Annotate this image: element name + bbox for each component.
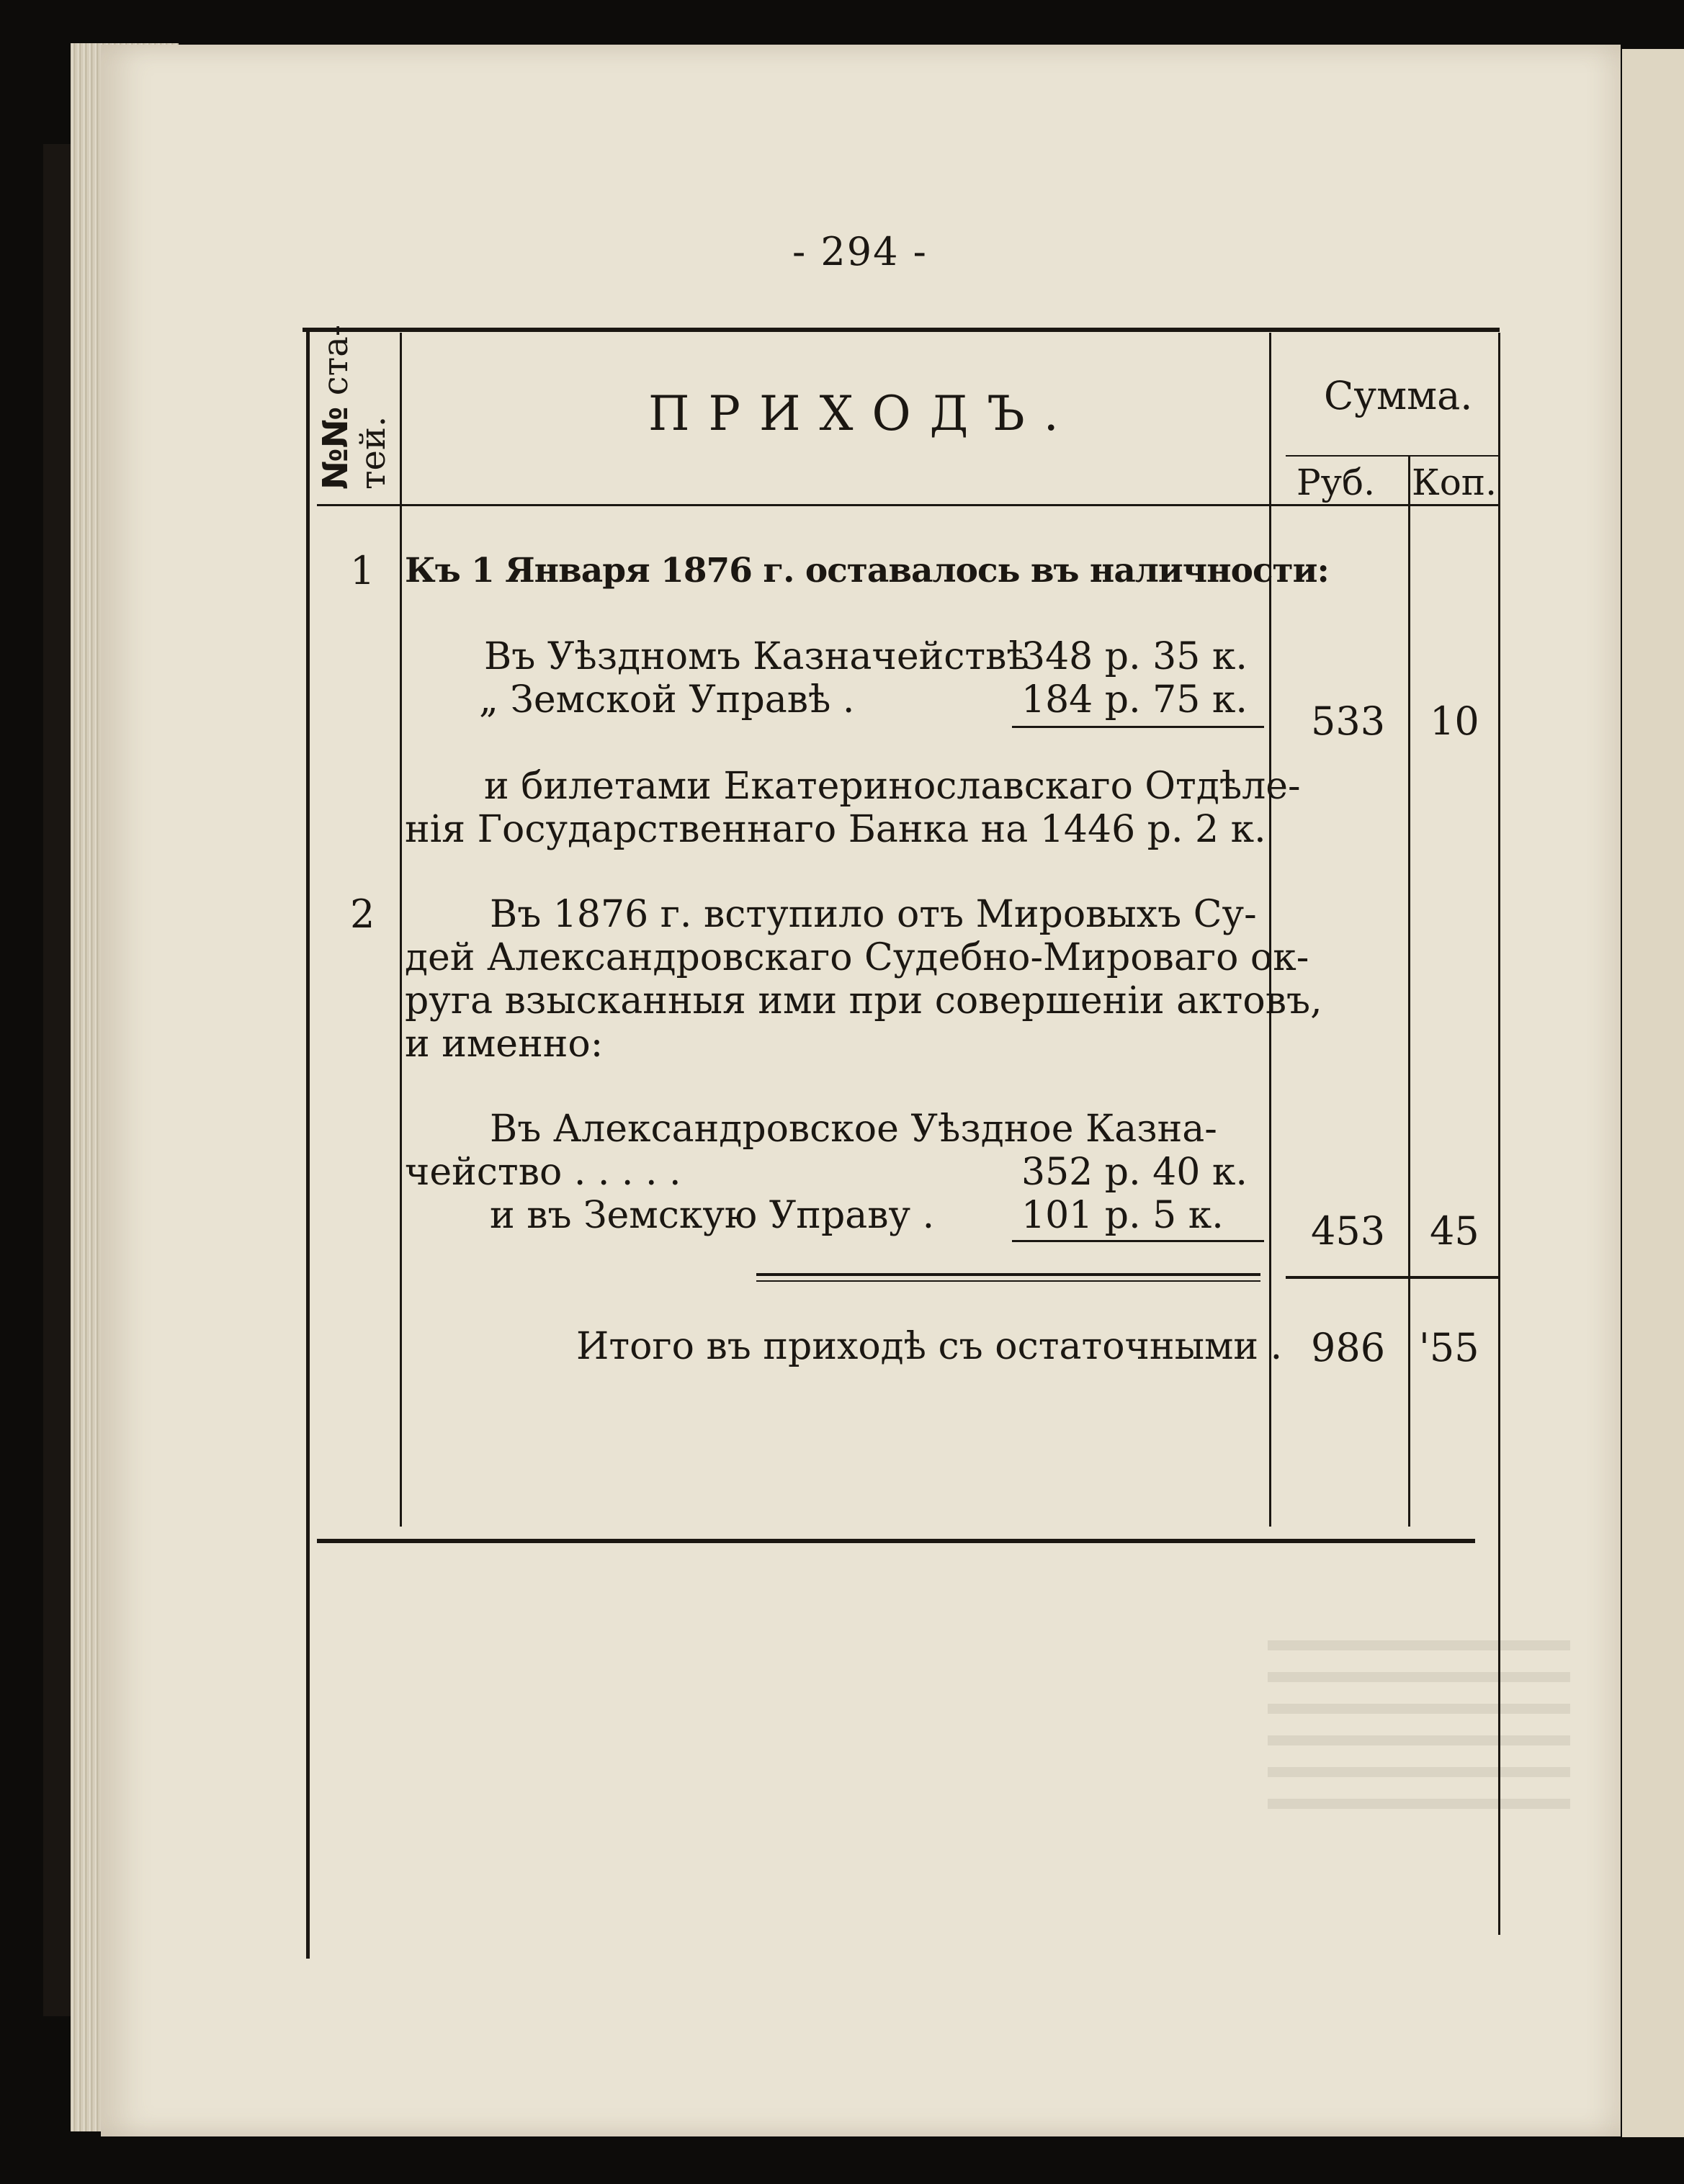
entry-text: дей Александровскаго Судебно-Мироваго ок- (405, 936, 1309, 979)
table-right-border (1498, 333, 1500, 1935)
entry-heading: Къ 1 Января 1876 г. оставалось въ наличности: (405, 551, 1329, 590)
kop-header: Коп. (1412, 462, 1497, 503)
entry-line-amount: 184 р. 75 к. (1021, 678, 1248, 722)
column-number-header (317, 325, 392, 490)
total-rule-sum (1286, 1276, 1500, 1279)
entry-line-name: „ Земской Управѣ . (479, 678, 855, 722)
entry-text: руга взысканныя ими при совершеніи актовъ, (405, 979, 1322, 1023)
kop-value: 10 (1430, 698, 1479, 744)
total-label: Итого въ приходѣ съ остаточными . (576, 1325, 1283, 1368)
entry-line-amount: 348 р. 35 к. (1021, 635, 1248, 678)
entry-number: 1 (350, 548, 375, 593)
total-rub-value: 986 (1311, 1325, 1386, 1370)
facing-page-edge (1622, 49, 1684, 2137)
rub-value: 453 (1311, 1208, 1386, 1254)
column-number-symbol: №№ (315, 406, 356, 490)
bleed-through-text (1268, 1629, 1570, 1830)
kop-value: 45 (1430, 1208, 1479, 1254)
total-kop-value: '55 (1419, 1325, 1479, 1370)
entry-number: 2 (350, 891, 375, 937)
page-number: - 294 - (792, 229, 928, 274)
entry-line-amount: 101 р. 5 к. (1021, 1194, 1224, 1237)
column-number-label-line1: ста- (315, 324, 356, 396)
entry-note: и билетами Екатеринославскаго Отдѣле- (484, 765, 1301, 808)
entry-line-name: Въ Александровское Уѣздное Казна- (490, 1107, 1217, 1151)
number-column-rule (400, 333, 402, 1527)
section-title: ПРИХОДЪ. (648, 386, 1078, 441)
rub-value: 533 (1311, 698, 1386, 744)
total-rule (756, 1273, 1260, 1276)
subtotal-underline (1012, 1240, 1264, 1242)
entry-line-name: чейство . . . . . (405, 1151, 681, 1194)
header-bottom-rule (317, 504, 1500, 506)
entry-text: Въ 1876 г. вступило отъ Мировыхъ Су- (490, 893, 1257, 936)
entry-line-name: и въ Земскую Управу . (490, 1194, 935, 1237)
sum-header: Сумма. (1324, 373, 1473, 418)
table-left-border (306, 328, 310, 1959)
entry-text: и именно: (405, 1023, 604, 1066)
column-number-label-line2: тей. (353, 415, 393, 490)
subtotal-underline (1012, 726, 1264, 728)
entry-line-amount: 352 р. 40 к. (1021, 1151, 1248, 1194)
book-spine (43, 144, 72, 2016)
rub-header: Руб. (1296, 462, 1376, 503)
table-top-rule (303, 328, 1500, 332)
table-bottom-rule (317, 1539, 1475, 1543)
entry-line-name: Въ Уѣздномъ Казначействѣ (484, 635, 1029, 678)
kop-column-rule (1408, 455, 1410, 1527)
entry-note: нія Государственнаго Банка на 1446 р. 2 к. (405, 808, 1266, 851)
total-rule (756, 1280, 1260, 1282)
sum-subheader-rule (1286, 455, 1500, 457)
